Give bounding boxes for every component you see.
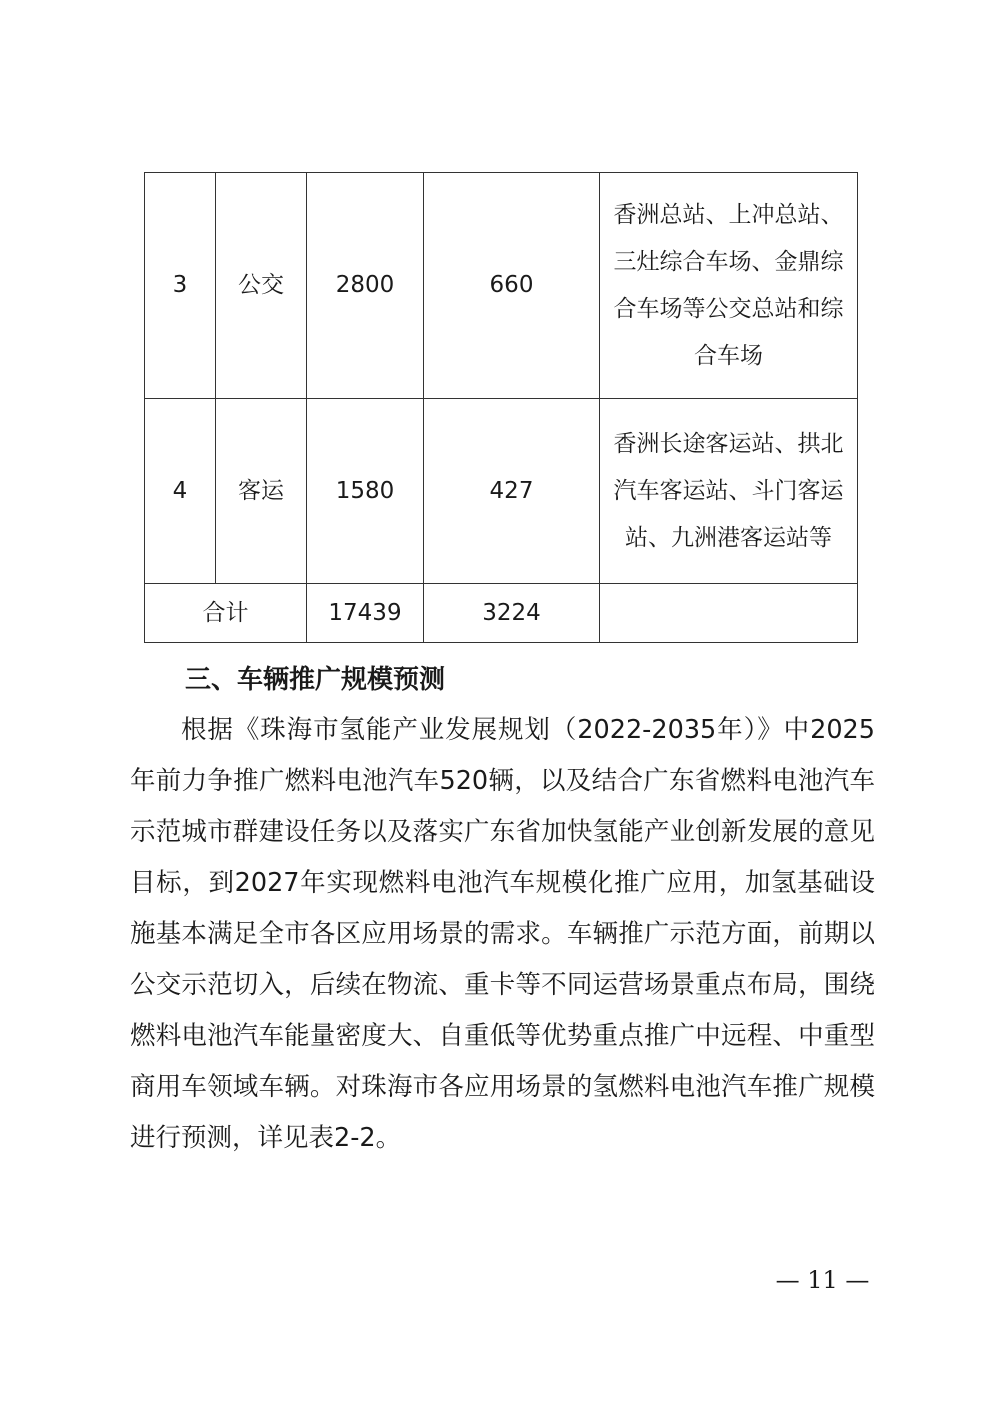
row-index: 4 bbox=[145, 399, 216, 584]
total-value-a: 17439 bbox=[307, 584, 424, 643]
value-a-cell: 1580 bbox=[307, 399, 424, 584]
total-location-cell bbox=[600, 584, 858, 643]
location-line: 汽车客运站、斗门客运 bbox=[613, 477, 844, 504]
location-line: 香洲长途客运站、拱北 bbox=[613, 430, 844, 457]
location-cell bbox=[600, 399, 858, 584]
total-label: 合计 bbox=[145, 584, 307, 643]
table-row bbox=[145, 173, 858, 399]
scenario-category: 公交 bbox=[216, 173, 307, 399]
scenario-category: 客运 bbox=[216, 399, 307, 584]
value-b-cell: 660 bbox=[424, 173, 600, 399]
section-heading: 三、车辆推广规模预测 bbox=[185, 665, 446, 695]
page-number: — 11 — bbox=[775, 1266, 870, 1294]
total-value-b: 3224 bbox=[424, 584, 600, 643]
location-line: 合车场等公交总站和综 bbox=[613, 295, 844, 322]
row-index: 3 bbox=[145, 173, 216, 399]
location-cell bbox=[600, 173, 858, 399]
value-a-cell: 2800 bbox=[307, 173, 424, 399]
location-line: 合车场 bbox=[694, 342, 763, 369]
location-line: 三灶综合车场、金鼎综 bbox=[613, 248, 844, 275]
body-paragraph: 根据《珠海市氢能产业发展规划（2022-2035年）》中2025年前力争推广燃料电池汽车520辆，以及结合广东省燃料电池汽车示范城市群建设任务以及落实广东省加快氢能产业创新发展的意见目标，到2027年实现燃料电池汽车规模化推广应用，加氢基础设施基本满足全市各区应用场景的需求。车辆推广示范方面，前期以公交示范切入，后续在物流、重卡等不同运营场景重点布局，围绕燃料电池汽车能量密度大、自重低等优势重点推广中远程、中重型商用车领域车辆。对珠海市各应用场景的氢燃料电池汽车推广规模进行预测，详见表2-2。 bbox=[130, 715, 875, 1153]
location-line: 站、九洲港客运站等 bbox=[625, 524, 832, 551]
vehicle-scenario-table bbox=[144, 172, 858, 643]
value-b-cell: 427 bbox=[424, 399, 600, 584]
location-line: 香洲总站、上冲总站、 bbox=[613, 201, 844, 228]
table-total-row bbox=[145, 584, 858, 643]
table-row bbox=[145, 399, 858, 584]
